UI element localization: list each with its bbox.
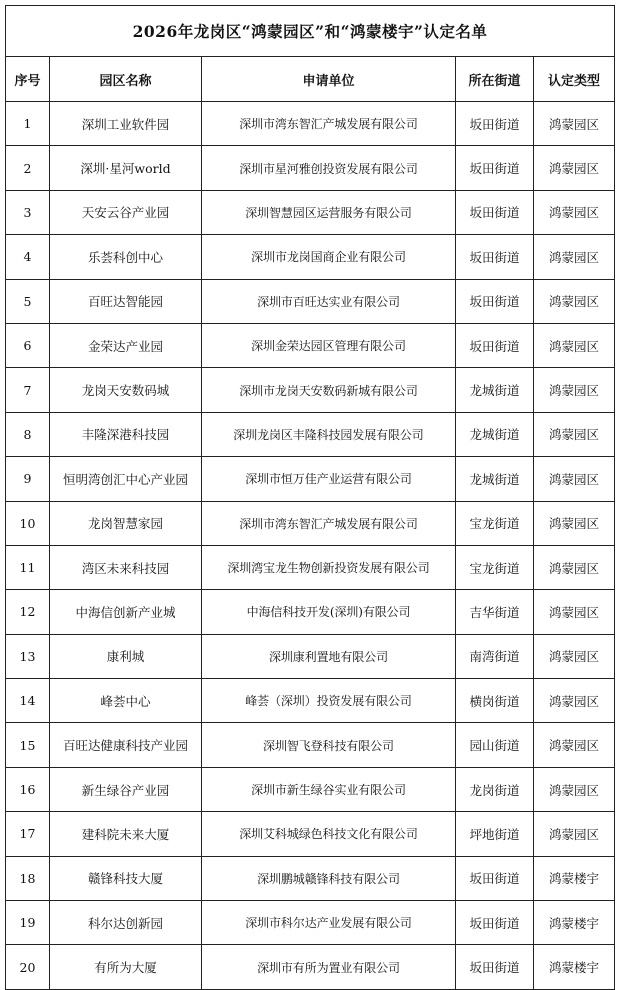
cell-street: 吉华街道 bbox=[456, 590, 534, 634]
column-header-park-name: 园区名称 bbox=[50, 57, 202, 102]
cell-applicant: 深圳市有所为置业有限公司 bbox=[202, 945, 456, 989]
cell-type: 鸿蒙楼宇 bbox=[534, 901, 615, 945]
cell-applicant: 中海信科技开发(深圳)有限公司 bbox=[202, 590, 456, 634]
cell-applicant: 深圳市星河雅创投资发展有限公司 bbox=[202, 146, 456, 190]
table-row bbox=[6, 723, 615, 767]
cell-park-name: 中海信创新产业城 bbox=[50, 590, 202, 634]
table-row bbox=[6, 190, 615, 234]
column-header-applicant: 申请单位 bbox=[202, 57, 456, 102]
cell-street: 坂田街道 bbox=[456, 945, 534, 989]
column-header-type: 认定类型 bbox=[534, 57, 615, 102]
cell-park-name: 新生绿谷产业园 bbox=[50, 767, 202, 811]
cell-park-name: 峰荟中心 bbox=[50, 679, 202, 723]
column-header-street: 所在街道 bbox=[456, 57, 534, 102]
cell-no: 17 bbox=[6, 812, 50, 856]
cell-type: 鸿蒙园区 bbox=[534, 457, 615, 501]
cell-type: 鸿蒙园区 bbox=[534, 590, 615, 634]
cell-no: 12 bbox=[6, 590, 50, 634]
cell-applicant: 深圳市湾东智汇产城发展有限公司 bbox=[202, 501, 456, 545]
cell-applicant: 峰荟（深圳）投资发展有限公司 bbox=[202, 679, 456, 723]
cell-no: 16 bbox=[6, 767, 50, 811]
cell-no: 11 bbox=[6, 545, 50, 589]
cell-park-name: 康利城 bbox=[50, 634, 202, 678]
cell-applicant: 深圳市新生绿谷实业有限公司 bbox=[202, 767, 456, 811]
cell-street: 龙城街道 bbox=[456, 457, 534, 501]
cell-applicant: 深圳鹏城赣锋科技有限公司 bbox=[202, 856, 456, 900]
cell-no: 13 bbox=[6, 634, 50, 678]
document-title: 2026年龙岗区“鸿蒙园区”和“鸿蒙楼宇”认定名单 bbox=[6, 6, 615, 57]
cell-type: 鸿蒙园区 bbox=[534, 190, 615, 234]
table-row bbox=[6, 235, 615, 279]
cell-park-name: 建科院未来大厦 bbox=[50, 812, 202, 856]
cell-street: 龙岗街道 bbox=[456, 767, 534, 811]
table-row bbox=[6, 102, 615, 146]
table-row bbox=[6, 590, 615, 634]
cell-street: 园山街道 bbox=[456, 723, 534, 767]
table-header-row bbox=[6, 57, 615, 102]
cell-applicant: 深圳龙岗区丰隆科技园发展有限公司 bbox=[202, 412, 456, 456]
cell-street: 龙城街道 bbox=[456, 412, 534, 456]
table-row bbox=[6, 501, 615, 545]
cell-street: 坂田街道 bbox=[456, 102, 534, 146]
cell-park-name: 恒明湾创汇中心产业园 bbox=[50, 457, 202, 501]
cell-park-name: 百旺达健康科技产业园 bbox=[50, 723, 202, 767]
cell-no: 9 bbox=[6, 457, 50, 501]
cell-type: 鸿蒙园区 bbox=[534, 146, 615, 190]
cell-applicant: 深圳艾科城绿色科技文化有限公司 bbox=[202, 812, 456, 856]
cell-applicant: 深圳市恒万佳产业运营有限公司 bbox=[202, 457, 456, 501]
cell-no: 20 bbox=[6, 945, 50, 989]
cell-applicant: 深圳智飞登科技有限公司 bbox=[202, 723, 456, 767]
cell-street: 坂田街道 bbox=[456, 190, 534, 234]
cell-park-name: 百旺达智能园 bbox=[50, 279, 202, 323]
column-header-no: 序号 bbox=[6, 57, 50, 102]
cell-type: 鸿蒙园区 bbox=[534, 412, 615, 456]
table-row bbox=[6, 323, 615, 367]
cell-park-name: 金荣达产业园 bbox=[50, 323, 202, 367]
cell-type: 鸿蒙园区 bbox=[534, 812, 615, 856]
cell-no: 3 bbox=[6, 190, 50, 234]
cell-type: 鸿蒙园区 bbox=[534, 679, 615, 723]
cell-applicant: 深圳湾宝龙生物创新投资发展有限公司 bbox=[202, 545, 456, 589]
table-row bbox=[6, 945, 615, 989]
cell-street: 宝龙街道 bbox=[456, 545, 534, 589]
cell-park-name: 赣锋科技大厦 bbox=[50, 856, 202, 900]
cell-type: 鸿蒙园区 bbox=[534, 235, 615, 279]
table-row bbox=[6, 856, 615, 900]
table-row bbox=[6, 812, 615, 856]
cell-applicant: 深圳金荣达园区管理有限公司 bbox=[202, 323, 456, 367]
cell-street: 坂田街道 bbox=[456, 856, 534, 900]
cell-street: 龙城街道 bbox=[456, 368, 534, 412]
cell-type: 鸿蒙园区 bbox=[534, 545, 615, 589]
cell-no: 10 bbox=[6, 501, 50, 545]
cell-applicant: 深圳市湾东智汇产城发展有限公司 bbox=[202, 102, 456, 146]
table-row bbox=[6, 679, 615, 723]
cell-type: 鸿蒙园区 bbox=[534, 723, 615, 767]
cell-type: 鸿蒙园区 bbox=[534, 279, 615, 323]
cell-type: 鸿蒙园区 bbox=[534, 102, 615, 146]
cell-street: 坂田街道 bbox=[456, 901, 534, 945]
cell-type: 鸿蒙楼宇 bbox=[534, 856, 615, 900]
cell-no: 14 bbox=[6, 679, 50, 723]
cell-street: 坂田街道 bbox=[456, 279, 534, 323]
cell-type: 鸿蒙园区 bbox=[534, 767, 615, 811]
table-row bbox=[6, 545, 615, 589]
recognition-list-table bbox=[5, 5, 615, 990]
cell-type: 鸿蒙园区 bbox=[534, 634, 615, 678]
table-body bbox=[6, 102, 615, 990]
cell-no: 18 bbox=[6, 856, 50, 900]
cell-no: 2 bbox=[6, 146, 50, 190]
table-row bbox=[6, 368, 615, 412]
cell-park-name: 龙岗智慧家园 bbox=[50, 501, 202, 545]
cell-no: 5 bbox=[6, 279, 50, 323]
cell-street: 坂田街道 bbox=[456, 323, 534, 367]
table-row bbox=[6, 412, 615, 456]
cell-park-name: 深圳工业软件园 bbox=[50, 102, 202, 146]
cell-park-name: 龙岗天安数码城 bbox=[50, 368, 202, 412]
cell-park-name: 科尔达创新园 bbox=[50, 901, 202, 945]
cell-street: 坪地街道 bbox=[456, 812, 534, 856]
cell-park-name: 天安云谷产业园 bbox=[50, 190, 202, 234]
cell-street: 南湾街道 bbox=[456, 634, 534, 678]
cell-no: 19 bbox=[6, 901, 50, 945]
cell-street: 横岗街道 bbox=[456, 679, 534, 723]
cell-park-name: 深圳·星河world bbox=[50, 146, 202, 190]
cell-no: 1 bbox=[6, 102, 50, 146]
table-row bbox=[6, 901, 615, 945]
cell-no: 7 bbox=[6, 368, 50, 412]
cell-type: 鸿蒙园区 bbox=[534, 323, 615, 367]
cell-park-name: 丰隆深港科技园 bbox=[50, 412, 202, 456]
cell-no: 4 bbox=[6, 235, 50, 279]
cell-park-name: 乐荟科创中心 bbox=[50, 235, 202, 279]
cell-street: 坂田街道 bbox=[456, 235, 534, 279]
cell-park-name: 有所为大厦 bbox=[50, 945, 202, 989]
cell-applicant: 深圳市百旺达实业有限公司 bbox=[202, 279, 456, 323]
cell-applicant: 深圳市龙岗国商企业有限公司 bbox=[202, 235, 456, 279]
table-row bbox=[6, 146, 615, 190]
cell-applicant: 深圳市龙岗天安数码新城有限公司 bbox=[202, 368, 456, 412]
table-row bbox=[6, 457, 615, 501]
cell-no: 6 bbox=[6, 323, 50, 367]
cell-park-name: 湾区未来科技园 bbox=[50, 545, 202, 589]
cell-type: 鸿蒙园区 bbox=[534, 368, 615, 412]
table-row bbox=[6, 279, 615, 323]
cell-no: 8 bbox=[6, 412, 50, 456]
cell-type: 鸿蒙楼宇 bbox=[534, 945, 615, 989]
cell-street: 坂田街道 bbox=[456, 146, 534, 190]
cell-no: 15 bbox=[6, 723, 50, 767]
table-row bbox=[6, 634, 615, 678]
cell-type: 鸿蒙园区 bbox=[534, 501, 615, 545]
cell-street: 宝龙街道 bbox=[456, 501, 534, 545]
cell-applicant: 深圳康利置地有限公司 bbox=[202, 634, 456, 678]
cell-applicant: 深圳市科尔达产业发展有限公司 bbox=[202, 901, 456, 945]
table-row bbox=[6, 767, 615, 811]
cell-applicant: 深圳智慧园区运营服务有限公司 bbox=[202, 190, 456, 234]
